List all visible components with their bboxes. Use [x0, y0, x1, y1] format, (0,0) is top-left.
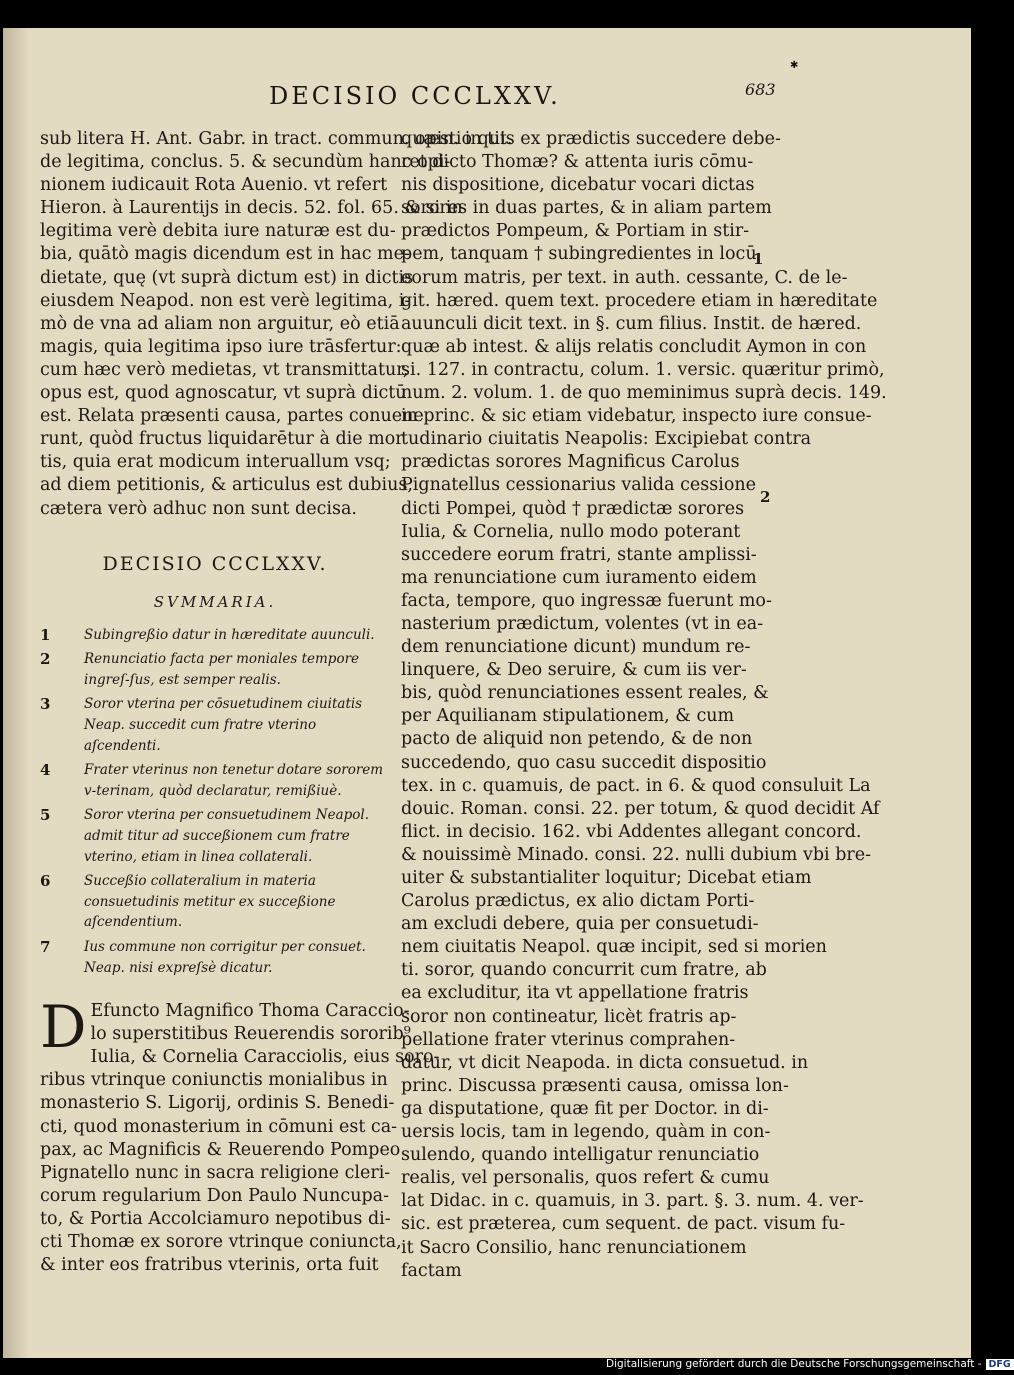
text-line: & nouissimè Minado. consi. 22. nulli dubium vbi bre- [401, 844, 872, 865]
text-line: uersis locis, tam in legendo, quàm in con- [401, 1122, 771, 1143]
text-line: Pignatello nunc in sacra religione cleri- [40, 1162, 391, 1183]
text-line: pax, ac Magnificis & Reuerendo Pompeo [40, 1139, 401, 1160]
text-line: douic. Roman. consi. 22. per totum, & quod decidit Af [401, 798, 880, 819]
summaria-number: 3 [40, 695, 51, 714]
text-line: sub litera H. Ant. Gabr. in tract. commun. opin. in tit. [40, 129, 513, 149]
summaria-number: 7 [40, 937, 51, 956]
text-line: runt, quòd fructus liquidarētur à die mor [40, 429, 404, 450]
text-line: dicti Pompei, quòd † prædictæ sorores [401, 498, 745, 519]
dfg-logo: DFG [986, 1359, 1014, 1370]
right-column-text [401, 128, 887, 1283]
summaria-item [40, 694, 390, 756]
text-line: lat Didac. in c. quamuis, in 3. part. §. 3. num. 4. ver- [401, 1191, 864, 1212]
text-line: tex. in c. quamuis, de pact. in 6. & quod consuluit La [401, 775, 871, 796]
book-page [3, 28, 971, 1358]
text-line: realis, vel personalis, quos refert & cumu [401, 1168, 770, 1189]
digitization-footer [606, 1358, 1014, 1370]
text-line: factam [401, 1260, 462, 1281]
summaria-number: 5 [40, 806, 51, 825]
ink-mark: ✱ [790, 60, 799, 71]
summaria-number: 2 [40, 650, 51, 669]
running-head: DECISIO CCCLXXV. [269, 82, 561, 110]
text-line: git. hæred. quem text. procedere etiam in hæreditate [401, 290, 878, 311]
text-line: pacto de aliquid non petendo, & de non [401, 729, 753, 750]
summaria-text: Ius commune non corrigitur per consuet. Neap. nisi expreſsè dicatur. [84, 938, 366, 976]
text-line: flict. in decisio. 162. vbi Addentes allegant concord. [401, 821, 862, 842]
decision-heading: DECISIO CCCLXXV. [102, 552, 328, 575]
text-line: nasterium prædictum, volentes (vt in ea- [401, 613, 764, 634]
text-line: facta, tempore, quo ingressæ fuerunt mo- [401, 590, 772, 611]
text-line: opus est, quod agnoscatur, vt suprà dictū [40, 383, 407, 404]
text-line: auunculi dicit text. in §. cum filius. Instit. de hæred. [401, 313, 862, 334]
text-line: am excludi debere, quia per consuetudi- [401, 914, 759, 935]
summaria-item [40, 760, 390, 801]
summaria-text: Succeßio collateralium in materia consuetudinis metitur ex succeßione aſcendentium. [84, 873, 336, 931]
text-line: dem renunciatione dicunt) mundum re- [401, 637, 751, 658]
text-line: ribus vtrinque coniunctis monialibus in [40, 1070, 388, 1091]
text-line: tis, quia erat modicum interuallum vsq; [40, 452, 391, 473]
summaria-list [40, 625, 390, 979]
text-line: ti. soror, quando concurrit cum fratre, ab [401, 960, 767, 981]
text-line: sulendo, quando intelligatur renunciatio [401, 1145, 760, 1166]
margin-note-2: 2 [760, 488, 771, 506]
text-line: Pignatellus cessionarius valida cessione [401, 475, 756, 496]
text-line: bia, quātò magis dicendum est in hac me- [40, 244, 410, 265]
text-line: pellatione frater vterinus comprahen- [401, 1029, 736, 1050]
text-line: mò de vna ad aliam non arguitur, eò etiā [40, 313, 400, 334]
summaria-text: Soror vterina per cōsuetudinem ciuitatis Neap. succedit cum fratre vterino aſcendenti. [84, 696, 363, 754]
text-line: Iulia, & Cornelia, nullo modo poterant [401, 521, 741, 542]
text-line: & inter eos fratribus vterinis, orta fuit [40, 1255, 379, 1276]
text-line: Carolus prædictus, ex alio dictam Porti- [401, 891, 755, 912]
text-line: sorores in duas partes, & in aliam partem [401, 198, 772, 219]
summaria-number: 1 [40, 625, 51, 644]
text-line: nis dispositione, dicebatur vocari dictas [401, 175, 755, 196]
text-line: princ. Discussa præsenti causa, omissa lon- [401, 1075, 789, 1096]
summaria-item [40, 625, 390, 646]
summaria-text: Renunciatio facta per moniales tempore ingreſ-ſus, est semper realis. [84, 651, 360, 688]
summaria-item [40, 937, 390, 978]
text-line: succedendo, quo casu succedit dispositio [401, 752, 767, 773]
right-column [401, 128, 887, 1283]
text-line: per Aquilianam stipulationem, & cum [401, 706, 735, 727]
text-line: ma renunciatione cum iuramento eidem [401, 567, 757, 588]
summaria-heading: SVMMARIA. [153, 592, 277, 611]
summaria-number: 4 [40, 761, 51, 780]
summaria-number: 6 [40, 872, 51, 891]
text-line: prædictos Pompeum, & Portiam in stir- [401, 221, 750, 242]
text-line: ga disputatione, quæ fit per Doctor. in di- [401, 1098, 769, 1119]
text-line: ea excluditur, ita vt appellatione fratris [401, 983, 749, 1004]
text-line: eiusdem Neapod. non est verè legitima, i- [40, 290, 411, 311]
text-line: nem ciuitatis Neapol. quæ incipit, sed si morien [401, 937, 827, 958]
text-line: succedere eorum fratri, stante amplissi- [401, 544, 757, 565]
text-line: Efuncto Magnifico Thoma Caraccio- [90, 1001, 410, 1022]
text-line: Hieron. à Laurentijs in decis. 52. fol. 65. & si in [40, 198, 463, 219]
text-line: monasterio S. Ligorij, ordinis S. Benedi- [40, 1093, 395, 1114]
text-line: cum hæc verò medietas, vt transmittatur, [40, 359, 409, 380]
summaria-text: Subingreßio datur in hæreditate auunculi. [84, 626, 375, 643]
text-line: ret dicto Thomæ? & attenta iuris cōmu- [401, 152, 754, 173]
text-line: cætera verò adhuc non sunt decisa. [40, 498, 357, 519]
summaria-item [40, 649, 390, 690]
summaria-text: Soror vterina per consuetudinem Neapol. admit titur ad succeßionem cum fratre vterino, etiam in linea collaterali. [84, 807, 370, 865]
text-line: cti, quod monasterium in cōmuni est ca- [40, 1116, 398, 1137]
text-line: datur, vt dicit Neapoda. in dicta consuetud. in [401, 1052, 809, 1073]
text-line: ad diem petitionis, & articulus est dubius, [40, 475, 413, 496]
text-line: magis, quia legitima ipso iure trāsfertur: [40, 336, 402, 357]
text-line: soror non contineatur, licèt fratris ap- [401, 1006, 737, 1027]
left-column-text [40, 128, 513, 521]
text-line: de legitima, conclus. 5. & secundùm hanc opi- [40, 152, 451, 173]
page-number: 683 [745, 80, 776, 99]
text-line: bis, quòd renunciationes essent reales, & [401, 683, 769, 704]
text-line: quæstio quis ex prædictis succedere debe- [401, 129, 781, 149]
text-line: si. 127. in contractu, colum. 1. versic. quæritur primò, [401, 359, 885, 380]
text-line: Iulia, & Cornelia Caracciolis, eius soro- [90, 1047, 440, 1068]
text-line: it Sacro Consilio, hanc renunciationem [401, 1237, 747, 1258]
text-line: pem, tanquam † subingredientes in locū [401, 244, 757, 265]
text-line: nionem iudicauit Rota Auenio. vt refert [40, 175, 388, 196]
text-line: to, & Portia Accolciamuro nepotibus di- [40, 1208, 391, 1229]
text-line: num. 2. volum. 1. de quo meminimus suprà decis. 149. [401, 383, 887, 404]
text-line: eorum matris, per text. in auth. cessante, C. de le- [401, 267, 848, 288]
margin-note-1: 1 [753, 250, 764, 268]
summaria-text: Frater vterinus non tenetur dotare sororem v-terinam, quòd declaratur, remißiuè. [84, 762, 384, 799]
text-line: linquere, & Deo seruire, & cum iis ver- [401, 660, 747, 681]
summaria-item [40, 805, 390, 867]
text-line: dietate, quę (vt suprà dictum est) in dictis [40, 267, 414, 288]
text-line: sic. est præterea, cum sequent. de pact. visum fu- [401, 1214, 846, 1235]
footer-text: Digitalisierung gefördert durch die Deutsche Forschungsgemeinschaft - [606, 1358, 982, 1370]
drop-cap: D [40, 993, 87, 1062]
text-line: prædictas sorores Magnificus Carolus [401, 452, 740, 473]
text-line: legitima verè debita iure naturæ est du- [40, 221, 396, 242]
text-line: cti Thomæ ex sorore vtrinque coniuncta, [40, 1232, 402, 1253]
text-line: est. Relata præsenti causa, partes conuene [40, 406, 424, 427]
text-line: lo superstitibus Reuerendis sororib⁹ [90, 1024, 411, 1045]
text-line: tudinario ciuitatis Neapolis: Excipiebat contra [401, 429, 812, 450]
text-line: quæ ab intest. & alijs relatis concludit Aymon in con [401, 336, 867, 357]
text-line: uiter & substantialiter loquitur; Dicebat etiam [401, 868, 812, 888]
text-line: corum regularium Don Paulo Nuncupa- [40, 1185, 390, 1206]
summaria-item [40, 871, 390, 933]
text-line: in princ. & sic etiam videbatur, inspecto iure consue- [401, 406, 872, 427]
